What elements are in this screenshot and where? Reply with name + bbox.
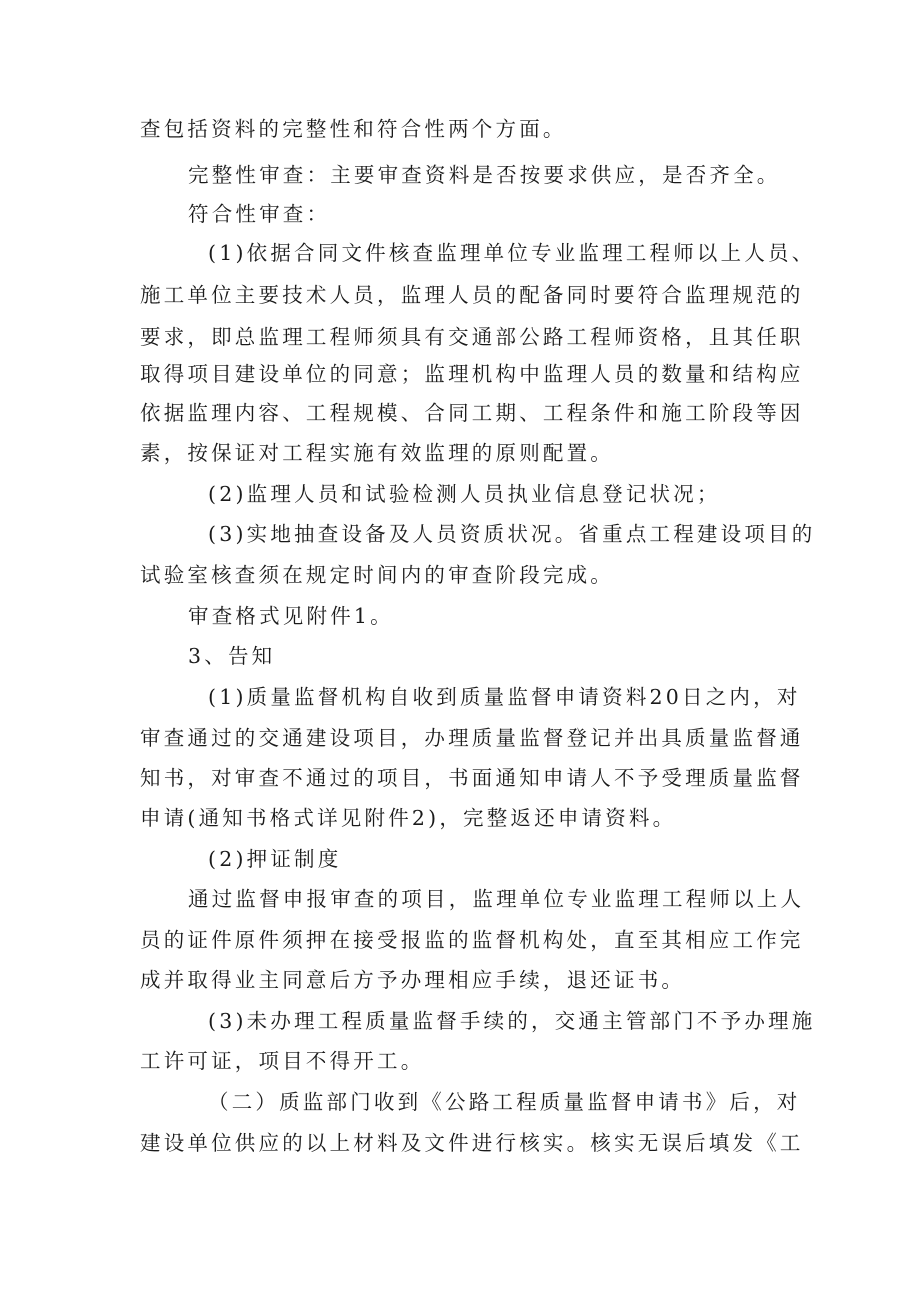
text-line: 查包括资料的完整性和符合性两个方面。 <box>140 117 567 141</box>
text-line: (3)未办理工程质量监督手续的，交通主管部门不予办理施 <box>208 1009 816 1033</box>
text-line: (2)押证制度 <box>208 847 342 871</box>
text-line: 试验室核查须在规定时间内的审查阶段完成。 <box>140 563 614 587</box>
text-line: 3、告知 <box>188 644 276 668</box>
text-line: 成并取得业主同意后方予办理相应手续，退还证书。 <box>140 968 686 992</box>
text-line: (1)依据合同文件核查监理单位专业监理工程师以上人员、 <box>208 241 816 265</box>
text-line: 知书，对审查不通过的项目，书面通知申请人不予受理质量监督 <box>140 766 804 790</box>
text-line: （二）质监部门收到《公路工程质量监督申请书》后，对 <box>208 1090 801 1114</box>
text-line: (3)实地抽查设备及人员资质状况。省重点工程建设项目的 <box>208 522 816 546</box>
text-line: 建设单位供应的以上材料及文件进行核实。核实无误后填发《工 <box>140 1131 804 1155</box>
text-line: 施工单位主要技术人员，监理人员的配备同时要符合监理规范的 <box>140 283 804 307</box>
text-line: 符合性审查： <box>188 202 331 226</box>
text-line: 审查通过的交通建设项目，办理质量监督登记并出具质量监督通 <box>140 726 804 750</box>
text-line: 素，按保证对工程实施有效监理的原则配置。 <box>140 441 614 465</box>
text-line: 取得项目建设单位的同意；监理机构中监理人员的数量和结构应 <box>140 362 804 386</box>
text-line: 申请(通知书格式详见附件2)，完整返还申请资料。 <box>140 806 677 830</box>
text-line: 工许可证，项目不得开工。 <box>140 1049 425 1073</box>
text-line: (1)质量监督机构自收到质量监督申请资料20日之内，对 <box>208 685 801 709</box>
text-line: 通过监督申报审查的项目，监理单位专业监理工程师以上人 <box>188 887 805 911</box>
text-line: 要求，即总监理工程师须具有交通部公路工程师资格，且其任职 <box>140 325 804 349</box>
text-line: 员的证件原件须押在接受报监的监督机构处，直至其相应工作完 <box>140 928 804 952</box>
text-line: 依据监理内容、工程规模、合同工期、工程条件和施工阶段等因 <box>140 401 804 425</box>
text-line: (2)监理人员和试验检测人员执业信息登记状况； <box>208 482 721 506</box>
text-line: 审查格式见附件1。 <box>188 604 394 628</box>
text-line: 完整性审查：主要审查资料是否按要求供应，是否齐全。 <box>188 163 781 187</box>
